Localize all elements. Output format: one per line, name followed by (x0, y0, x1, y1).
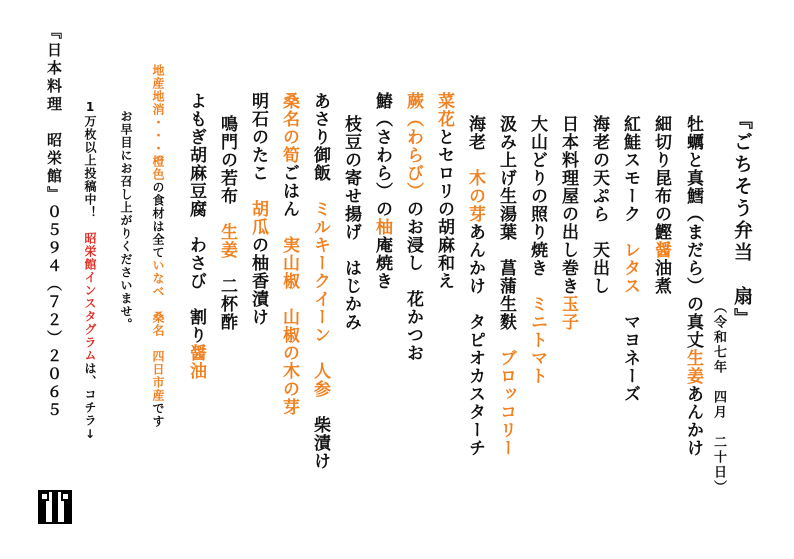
local-produce-note: 地産地消・・・橙色の食材は全ていなべ 桑名 四日市産です (151, 64, 165, 428)
menu-item: 桑名の筍ごはん 実山椒 山椒の木の芽 (279, 92, 299, 416)
qr-code-icon[interactable] (38, 490, 72, 524)
menu-date: （令和七年 四月 二十日） (711, 300, 726, 495)
menu-item: 菜花とセロリの胡麻和え (434, 92, 454, 290)
restaurant-footer: 『日本料理 昭栄館』０５９４（７２）２０６５ (45, 24, 63, 420)
menu-item: あさり御飯 ミルキークイーン 人参 柴漬け (310, 92, 330, 470)
menu-item: 海老の天ぷら 天出し (589, 115, 609, 295)
menu-item: 汲み上げ生湯葉 菖蒲生麩 ブロッコリー (496, 115, 516, 457)
menu-item: 枝豆の寄せ揚げ はじかみ (341, 115, 361, 331)
menu-item: 大山どりの照り焼き ミニトマト (527, 115, 547, 385)
menu-item: 日本料理屋の出し巻き玉子 (558, 115, 578, 331)
menu-item: 鳴門の若布 生姜 二杯酢 (217, 115, 237, 331)
instagram-note: 1万枚以上投稿中！ 昭栄館インスタグラムは、コチラ↓ (83, 100, 97, 442)
order-note: お早目にお召し上がりくださいませ。 (119, 110, 133, 331)
menu-title: 『ごちそう弁当 扇』 (731, 110, 753, 330)
menu-item: 明石のたこ 胡瓜の柚香漬け (248, 92, 268, 326)
menu-item: 細切り昆布の鰹醤油煮 (651, 115, 671, 295)
menu-item: 鰆（さわら）の柚庵焼き (372, 92, 392, 290)
menu-item: 海老 木の芽あんかけ タピオカスターチ (465, 115, 485, 457)
menu-item: 牡蠣と真鱈（まだら）の真丈生姜あんかけ (683, 115, 703, 457)
menu-item: よもぎ胡麻豆腐 わさび 割り醤油 (186, 92, 206, 380)
menu-item: 蕨（わらび）のお浸し 花かつお (403, 92, 423, 362)
menu-item: 紅鮭スモーク レタス マヨネーズ (620, 115, 640, 403)
